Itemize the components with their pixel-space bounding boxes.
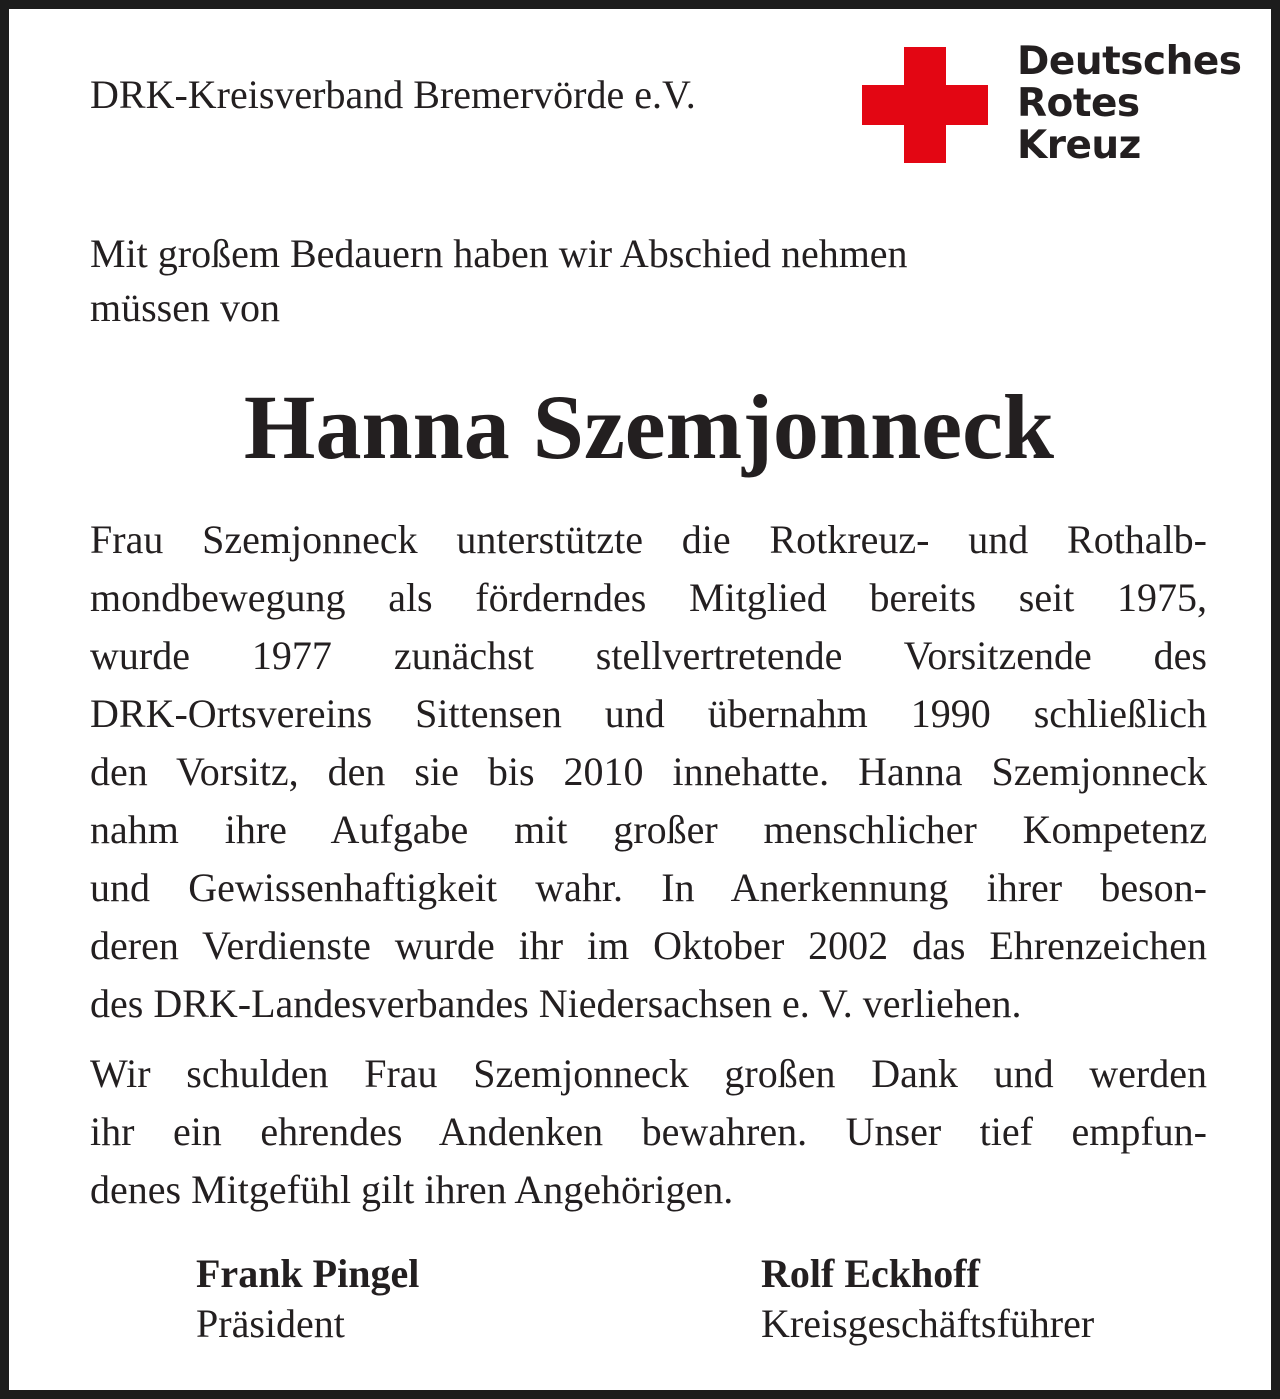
signatory-title: Präsident: [196, 1301, 345, 1346]
intro-line: Mit großem Bedauern haben wir Abschied nehmen: [90, 231, 908, 276]
logo-line-deutsches: Deutsches: [1017, 39, 1242, 84]
paragraph-line: nahm ihre Aufgabe mit großer menschlicher Kompetenz: [90, 807, 1207, 852]
paragraph-line: denes Mitgefühl gilt ihren Angehörigen.: [90, 1167, 734, 1212]
signatory-name: Frank Pingel: [196, 1251, 420, 1296]
signature-managing-director: [761, 1249, 1094, 1349]
signatory-name: Rolf Eckhoff: [761, 1251, 980, 1296]
paragraph-line: und Gewissenhaftigkeit wahr. In Anerkennung ihrer beson-: [90, 865, 1207, 910]
paragraph-line: des DRK-Landesverbandes Niedersachsen e. V. verliehen.: [90, 981, 1022, 1026]
signatory-title: Kreisgeschäftsführer: [761, 1301, 1095, 1346]
paragraph-line: deren Verdienste wurde ihr im Oktober 2002 das Ehrenzeichen: [90, 923, 1207, 968]
signature-president: [196, 1249, 419, 1349]
paragraph-line: wurde 1977 zunächst stellvertretende Vorsitzende des: [90, 633, 1207, 678]
paragraph-line: Wir schulden Frau Szemjonneck großen Dank und werden: [90, 1051, 1207, 1096]
intro-text: [90, 227, 1150, 335]
paragraph-line: den Vorsitz, den sie bis 2010 innehatte. Hanna Szemjonneck: [90, 749, 1207, 794]
intro-line: müssen von: [90, 285, 280, 330]
paragraph-line: DRK-Ortsvereins Sittensen und übernahm 1990 schließlich: [90, 691, 1207, 736]
tribute-paragraph: [90, 511, 1207, 1033]
drk-logo-wordmark: [1017, 41, 1242, 167]
paragraph-line: ihr ein ehrendes Andenken bewahren. Unser tief empfun-: [90, 1109, 1207, 1154]
deceased-name: Hanna Szemjonneck: [243, 376, 1055, 478]
paragraph-line: mondbewegung als förderndes Mitglied bereits seit 1975,: [90, 575, 1207, 620]
condolence-paragraph: [90, 1045, 1207, 1219]
paragraph-line: Frau Szemjonneck unterstützte die Rotkreuz- und Rothalb-: [90, 517, 1207, 562]
logo-line-rotes: Rotes: [1017, 81, 1140, 126]
organization-name: DRK-Kreisverband Bremervörde e.V.: [90, 72, 696, 117]
logo-line-kreuz: Kreuz: [1017, 123, 1141, 168]
red-cross-icon: [862, 47, 988, 163]
